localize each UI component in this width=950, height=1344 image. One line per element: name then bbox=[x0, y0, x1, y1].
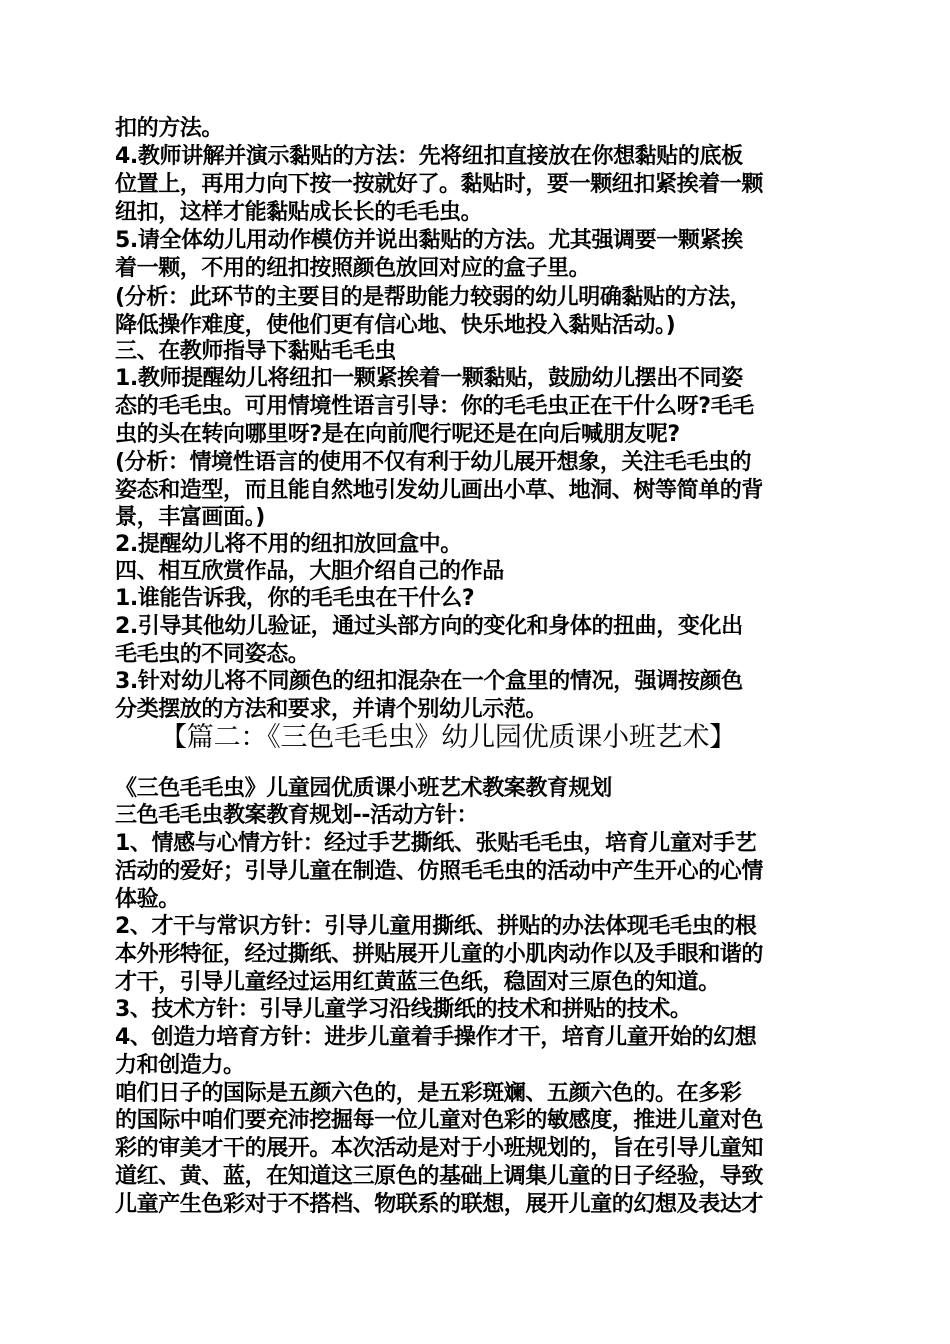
text-line: 彩的审美才干的展开。本次活动是对于小班规划的，旨在引导儿童知 bbox=[115, 1136, 764, 1161]
text-line: 着一颗，不用的纽扣按照颜色放回对应的盒子里。 bbox=[115, 256, 591, 281]
text-line: 分类摆放的方法和要求，并请个别幼儿示范。 bbox=[115, 697, 548, 722]
text-line: 毛毛虫的不同姿态。 bbox=[115, 642, 310, 667]
text-line: 咱们日子的国际是五颜六色的，是五彩斑斓、五颜六色的。在多彩 bbox=[115, 1081, 742, 1106]
text-line: 道红、黄、蓝，在知道这三原色的基础上调集儿童的日子经验，导致 bbox=[115, 1164, 764, 1189]
text-line: 才干，引导儿童经过运用红黄蓝三色纸，稳固对三原色的知道。 bbox=[115, 970, 720, 995]
section-title: 三色毛毛虫教案教育规划--活动方针： bbox=[115, 803, 479, 828]
text-line: 儿童产生色彩对于不搭档、物联系的联想，展开儿童的幻想及表达才 bbox=[115, 1192, 764, 1217]
text-line: 景，丰富画面。) bbox=[115, 505, 265, 530]
text-line: 本外形特征，经过撕纸、拼贴展开儿童的小肌肉动作以及手眼和谐的 bbox=[115, 942, 764, 967]
text-line: 虫的头在转向哪里呀?是在向前爬行呢还是在向后喊朋友呢? bbox=[115, 422, 680, 447]
text-line: 2.提醒幼儿将不用的纽扣放回盒中。 bbox=[115, 532, 462, 557]
text-line: 3、技术方针：引导儿童学习沿线撕纸的技术和拼贴的技术。 bbox=[115, 997, 692, 1022]
text-line: 力和创造力。 bbox=[115, 1053, 245, 1078]
text-line: 位置上，再用力向下按一按就好了。黏贴时，要一颗纽扣紧挨着一颗 bbox=[115, 172, 764, 197]
text-line: 4.教师讲解并演示黏贴的方法：先将纽扣直接放在你想黏贴的底板 bbox=[115, 144, 743, 169]
text-line: 姿态和造型，而且能自然地引发幼儿画出小草、地洞、树等简单的背 bbox=[115, 478, 764, 503]
chapter-heading: 【篇二：《三色毛毛虫》幼儿园优质课小班艺术】 bbox=[160, 722, 737, 753]
text-line: (分析：此环节的主要目的是帮助能力较弱的幼儿明确黏贴的方法， bbox=[115, 285, 752, 310]
text-line: 体验。 bbox=[115, 887, 180, 912]
section-title: 三、在教师指导下黏贴毛毛虫 bbox=[115, 339, 396, 364]
text-line: 3.针对幼儿将不同颜色的纽扣混杂在一个盒里的情况，强调按颜色 bbox=[115, 669, 743, 694]
text-line: 1.教师提醒幼儿将纽扣一颗紧挨着一颗黏贴，鼓励幼儿摆出不同姿 bbox=[115, 366, 743, 391]
text-line: 1.谁能告诉我，你的毛毛虫在干什么? bbox=[115, 586, 475, 611]
text-line: 4、创造力培育方针：进步儿童着手操作才干，培育儿童开始的幻想 bbox=[115, 1025, 757, 1050]
text-line: 2.引导其他幼儿验证，通过头部方向的变化和身体的扭曲，变化出 bbox=[115, 614, 743, 639]
text-line: 5.请全体幼儿用动作模仿并说出黏贴的方法。尤其强调要一颗紧挨 bbox=[115, 228, 743, 253]
text-line: 态的毛毛虫。可用情境性语言引导：你的毛毛虫正在干什么呀?毛毛 bbox=[115, 394, 754, 419]
text-line: 降低操作难度，使他们更有信心地、快乐地投入黏贴活动。) bbox=[115, 313, 676, 338]
text-line: 1、情感与心情方针：经过手艺撕纸、张贴毛毛虫，培育儿童对手艺 bbox=[115, 831, 757, 856]
text-line: 的国际中咱们要充沛挖掘每一位儿童对色彩的敏感度，推进儿童对色 bbox=[115, 1108, 764, 1133]
text-line: 活动的爱好；引导儿童在制造、仿照毛毛虫的活动中产生开心的心情 bbox=[115, 859, 764, 884]
text-line: (分析：情境性语言的使用不仅有利于幼儿展开想象，关注毛毛虫的 bbox=[115, 450, 752, 475]
document-title: 《三色毛毛虫》儿童园优质课小班艺术教案教育规划 bbox=[115, 776, 612, 801]
text-line: 纽扣，这样才能黏贴成长长的毛毛虫。 bbox=[115, 200, 483, 225]
section-title: 四、相互欣赏作品，大胆介绍自己的作品 bbox=[115, 559, 504, 584]
text-line: 扣的方法。 bbox=[115, 116, 224, 141]
text-line: 2、才干与常识方针：引导儿童用撕纸、拼贴的办法体现毛毛虫的根 bbox=[115, 914, 757, 939]
